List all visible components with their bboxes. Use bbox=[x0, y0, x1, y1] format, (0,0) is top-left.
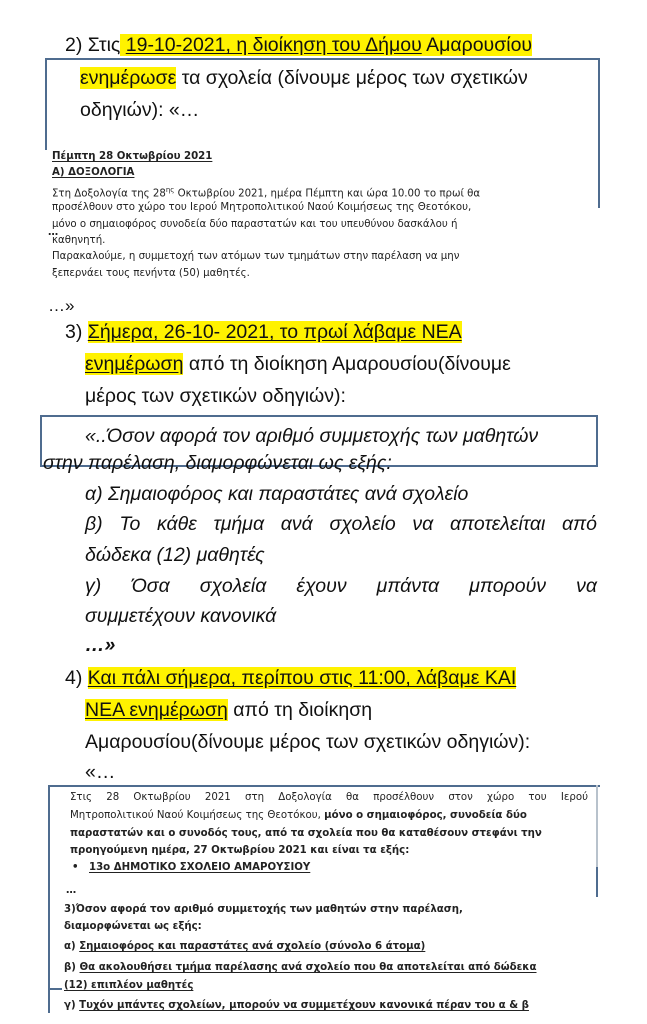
excerpt-frame-1-left-mask bbox=[43, 150, 49, 210]
excerpt3-bullet: • bbox=[72, 862, 79, 873]
excerpt3-line-3: παραστατών και ο συνοδός τους, από τα σχολεία που θα καταθέσουν στεφάνι την bbox=[70, 828, 542, 839]
section-3-line-3: μέρος των σχετικών οδηγιών): bbox=[85, 385, 346, 407]
section-3-highlight-2: ενημέρωση bbox=[85, 353, 184, 375]
excerpt-frame-3-right-dark bbox=[596, 867, 598, 897]
section-3-number: 3) bbox=[65, 321, 83, 343]
section-3-line-2-rest: από τη διοίκηση Αμαρουσίου(δίνουμε bbox=[188, 353, 511, 375]
excerpt3-line-4: προηγούμενη ημέρα, 27 Οκτωβρίου 2021 και είναι τα εξής: bbox=[70, 845, 410, 856]
section-4-line-2-rest: από τη διοίκηση bbox=[233, 699, 373, 721]
section-2-line-2-rest: τα σχολεία (δίνουμε μέρος των σχετικών bbox=[181, 67, 528, 89]
excerpt3-line-2 bbox=[70, 809, 527, 822]
section-2-municipality: Αμαρουσίου bbox=[426, 34, 533, 56]
excerpt3-item-b-label: β) bbox=[64, 962, 76, 973]
excerpt-ellipsis: … bbox=[48, 227, 59, 238]
section-4-line-2 bbox=[85, 698, 372, 722]
section-2-line-3: οδηγιών): «… bbox=[80, 99, 200, 121]
section-3-item-b-text: β) Το κάθε τμήμα ανά σχολείο να αποτελείται από bbox=[85, 513, 597, 535]
quote-line-2: στην παρέλαση, διαμορφώνεται ως εξής: bbox=[43, 452, 392, 474]
section-4-line-4: «… bbox=[85, 761, 116, 783]
section-2-closing: …» bbox=[48, 296, 75, 315]
section-3-item-a: α) Σημαιοφόρος και παραστάτες ανά σχολείο bbox=[85, 483, 469, 505]
section-3-line-1 bbox=[65, 320, 462, 344]
excerpt-frame-3-bottom-left bbox=[48, 988, 62, 990]
excerpt3-item-a bbox=[64, 940, 425, 953]
excerpt3-item-b-line-2: (12) επιπλέον μαθητές bbox=[64, 980, 194, 991]
section-3-item-c-line-2: συμμετέχουν κανονικά bbox=[85, 605, 277, 627]
excerpt-date-heading: Πέμπτη 28 Οκτωβρίου 2021 bbox=[52, 151, 213, 162]
excerpt3-item-c-label: γ) bbox=[64, 1000, 76, 1011]
excerpt3-item-b-line-1 bbox=[64, 961, 537, 974]
section-2-line-1 bbox=[65, 33, 532, 57]
excerpt-line-5: Παρακαλούμε, η συμμετοχή των ατόμων των τμημάτων στην παρέλαση να μην bbox=[52, 251, 460, 262]
section-2-number: 2) bbox=[65, 34, 83, 56]
quote-line-1: «..Όσον αφορά τον αριθμό συμμετοχής των μαθητών bbox=[85, 425, 539, 447]
section-3-highlight-1: Σήμερα, 26-10- 2021, το πρωί λάβαμε ΝΕΑ bbox=[87, 321, 462, 343]
section-3-item-c-text: γ) Όσα σχολεία έχουν μπάντα μπορούν να bbox=[85, 575, 597, 597]
excerpt3-item-c bbox=[64, 999, 529, 1012]
excerpt-line-2: προσέλθουν στο χώρο του Ιερού Μητροπολιτικού Ναού Κοιμήσεως της Θεοτόκου, bbox=[52, 202, 472, 213]
section-2-informed-highlight: ενημέρωσε bbox=[80, 67, 177, 89]
excerpt3-line-1-text: Στις 28 Οκτωβρίου 2021 στη Δοξολογία θα προσέλθουν στον χώρο του Ιερού bbox=[70, 792, 588, 803]
section-2-pre: Στις bbox=[87, 34, 121, 56]
excerpt-section-heading: Α) ΔΟΞΟΛΟΓΙΑ bbox=[52, 167, 135, 178]
excerpt-frame-3-right bbox=[596, 785, 598, 867]
excerpt-line-1 bbox=[52, 184, 595, 200]
excerpt3-item-c-text: Τυχόν μπάντες σχολείων, μπορούν να συμμετέχουν κανονικά πέραν του α & β bbox=[79, 1000, 529, 1011]
excerpt3-point3-line-2: διαμορφώνεται ως εξής: bbox=[64, 921, 202, 932]
excerpt-line-6: ξεπερνάει τους πενήντα (50) μαθητές. bbox=[52, 268, 250, 279]
section-3-item-b-line-1 bbox=[85, 512, 597, 536]
excerpt3-line-1 bbox=[70, 791, 588, 804]
excerpt3-ellipsis: … bbox=[66, 885, 77, 896]
section-4-highlight-2: ΝΕΑ ενημέρωση bbox=[85, 699, 228, 721]
section-3-closing: …» bbox=[85, 634, 116, 656]
section-3-item-c-line-1 bbox=[85, 574, 597, 598]
section-4-line-1 bbox=[65, 666, 516, 690]
excerpt-line-1-sup: ης bbox=[165, 186, 175, 194]
excerpt-line-3: μόνο ο σημαιοφόρος συνοδεία δύο παραστατών και του υπευθύνου δασκάλου ή bbox=[52, 219, 458, 230]
excerpt3-school: 13ο ΔΗΜΟΤΙΚΟ ΣΧΟΛΕΙΟ ΑΜΑΡΟΥΣΙΟΥ bbox=[89, 862, 311, 873]
excerpt3-line-2-plain: Μητροπολιτικού Ναού Κοιμήσεως της Θεοτόκου, bbox=[70, 810, 325, 821]
excerpt3-line-2-bold: μόνο ο σημαιοφόρος, συνοδεία δύο bbox=[324, 810, 527, 821]
excerpt-line-1-pre: Στη Δοξολογία της 28 bbox=[52, 188, 166, 200]
section-2-line-2 bbox=[80, 66, 528, 90]
section-4-line-3: Αμαρουσίου(δίνουμε μέρος των σχετικών οδηγιών): bbox=[85, 731, 531, 753]
excerpt-line-4: καθηνητή. bbox=[52, 235, 106, 246]
section-4-number: 4) bbox=[65, 667, 83, 689]
excerpt3-item-b-text: Θα ακολουθήσει τμήμα παρέλασης ανά σχολείο που θα αποτελείται από δώδεκα bbox=[79, 962, 537, 973]
section-3-item-b-line-2: δώδεκα (12) μαθητές bbox=[85, 544, 265, 566]
section-3-line-2 bbox=[85, 352, 511, 376]
section-2-date-highlight: 19-10-2021, η διοίκηση του Δήμου bbox=[125, 34, 422, 56]
section-4-highlight-1: Και πάλι σήμερα, περίπου στις 11:00, λάβαμε ΚΑΙ bbox=[87, 667, 517, 689]
excerpt3-item-a-text: Σημαιοφόρος και παραστάτες ανά σχολείο (σύνολο 6 άτομα) bbox=[79, 941, 426, 952]
excerpt-line-1-post: Οκτωβρίου 2021, ημέρα Πέμπτη και ώρα 10.00 το πρωί θα bbox=[174, 188, 481, 200]
excerpt3-item-a-label: α) bbox=[64, 941, 76, 952]
excerpt3-point3-line-1: 3)Όσον αφορά τον αριθμό συμμετοχής των μαθητών στην παρέλαση, bbox=[64, 904, 463, 915]
